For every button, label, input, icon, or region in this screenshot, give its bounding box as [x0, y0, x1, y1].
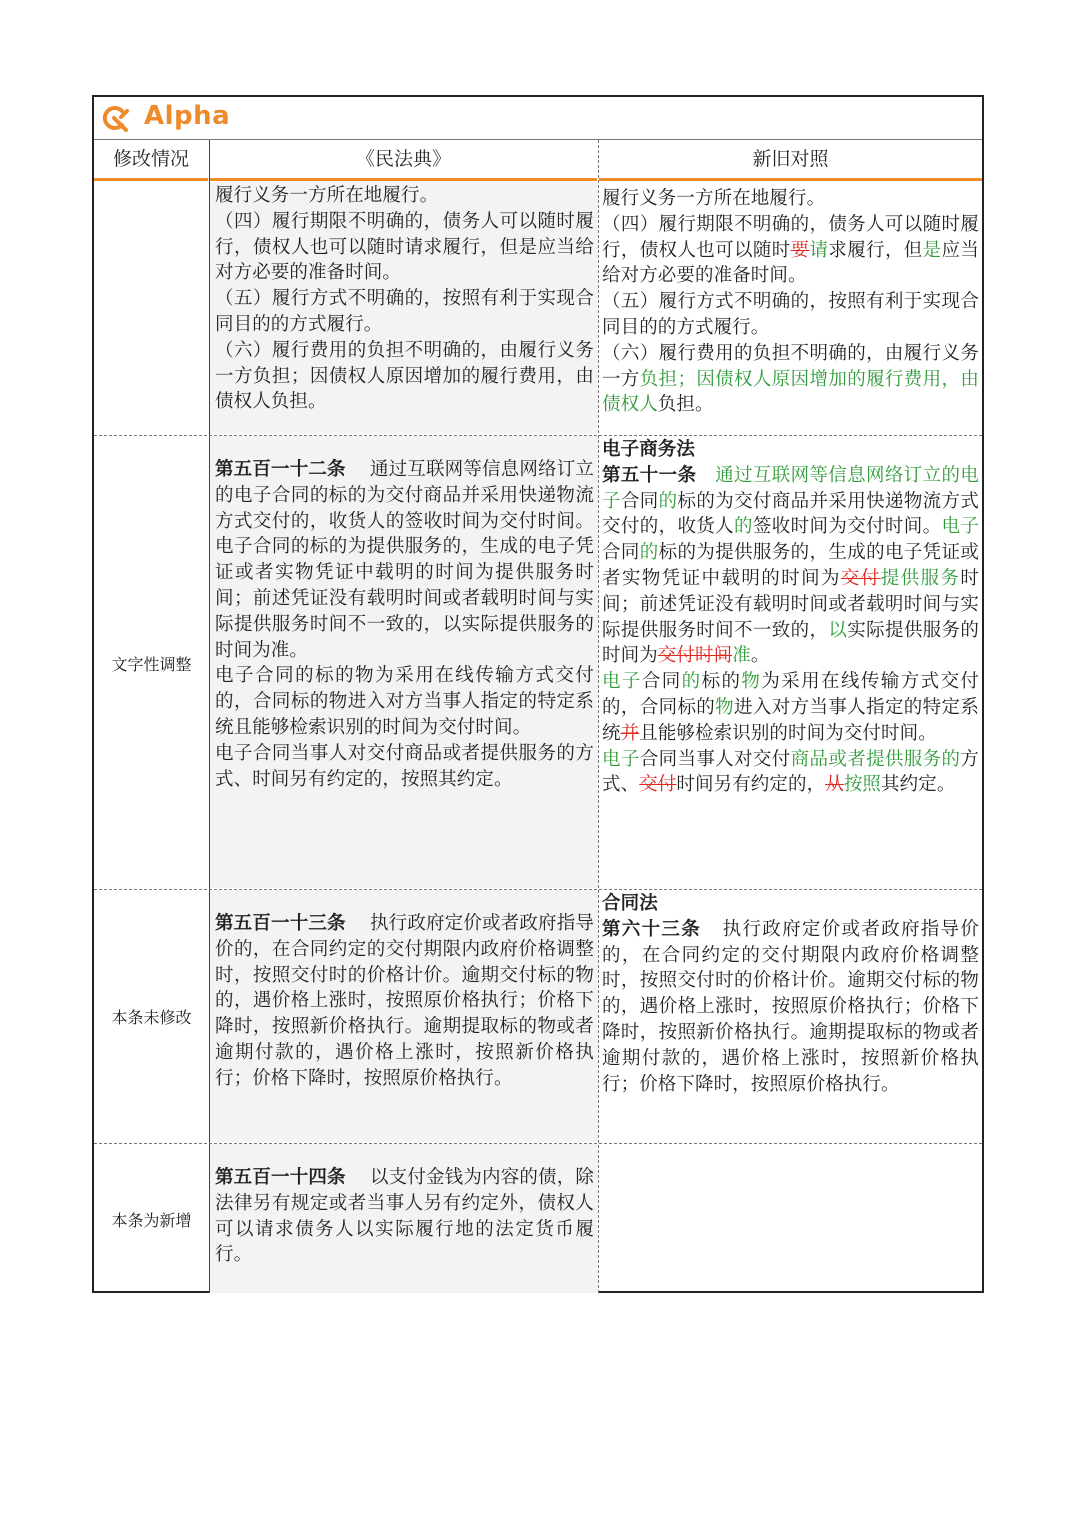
- header-civil-code: 《民法典》: [210, 140, 597, 181]
- source-law: 电子商务法: [602, 439, 696, 460]
- comparison-table: [92, 95, 984, 1293]
- article-number: 第六十三条: [602, 918, 702, 940]
- row2-comparison: 电子商务法 第五十一条 通过互联网等信息网络订立的电子合同的标的为交付商品并采用快递物流方式交付的，收货人的签收时间为交付时间。电子合同的标的为提供服务的，生成的电子凭证或者实物凭证中载明的时间为交付提供服务时间；前述凭证没有载明时间或者载明时间与实际提供服务时间不一致的，以实际提供服务的时间为交付时间准。 电子合同的标的物为采用在线传输方式交付的，合同标的物进入对方当事人指定的特定系统并且能够检索识别的时间为交付时间。 电子合同当事人对交付商品或者提供服务的方式、交付时间另有约定的，从按照其约定。: [602, 439, 980, 796]
- article-number: 第五百一十三条: [215, 913, 346, 934]
- article-number: 第五十一条: [602, 464, 697, 486]
- article-number: 第五百一十四条: [215, 1167, 346, 1188]
- row-divider: [94, 889, 982, 890]
- row2-status: 文字性调整: [111, 655, 192, 674]
- brand-bar: [94, 97, 982, 140]
- row1-comparison: 履行义务一方所在地履行。 （四）履行期限不明确的，债务人可以随时履行，债权人也可以随时要请求履行，但是应当给对方必要的准备时间。 （五）履行方式不明确的，按照有利于实现合同目的的方式履行。 （六）履行费用的负担不明确的，由履行义务一方负担；因债权人原因增加的履行费用，由债权人负担。: [602, 188, 980, 416]
- column-divider: [209, 140, 210, 1293]
- row4-civil-code: 第五百一十四条 以支付金钱为内容的债，除法律另有规定或者当事人另有约定外，债权人可以请求债务人以实际履行地的法定货币履行。: [215, 1167, 594, 1266]
- column-divider: [598, 140, 599, 1293]
- article-number: 第五百一十二条: [215, 459, 346, 480]
- source-law: 合同法: [602, 893, 658, 914]
- header-comparison: 新旧对照: [599, 140, 982, 181]
- row4-status: 本条为新增: [111, 1211, 192, 1230]
- row-divider: [94, 1143, 982, 1144]
- row-divider: [94, 435, 982, 436]
- header-status: 修改情况: [94, 140, 208, 181]
- row1-civil-code: 履行义务一方所在地履行。 （四）履行期限不明确的，债务人可以随时履行，债权人也可以随时请求履行，但是应当给对方必要的准备时间。 （五）履行方式不明确的，按照有利于实现合同目的的方式履行。 （六）履行费用的负担不明确的，由履行义务一方负担；因债权人原因增加的履行费用，由债权人负担。: [215, 185, 594, 413]
- row2-civil-code: 第五百一十二条 通过互联网等信息网络订立的电子合同的标的为交付商品并采用快递物流方式交付的，收货人的签收时间为交付时间。电子合同的标的为提供服务的，生成的电子凭证或者实物凭证中载明的时间为提供服务时间；前述凭证没有载明时间或者载明时间与实际提供服务时间不一致的，以实际提供服务的时间为准。 电子合同的标的物为采用在线传输方式交付的，合同标的物进入对方当事人指定的特定系统且能够检索识别的时间为交付时间。 电子合同当事人对交付商品或者提供服务的方式、时间另有约定的，按照其约定。: [215, 459, 594, 790]
- row3-civil-code: 第五百一十三条 执行政府定价或者政府指导价的，在合同约定的交付期限内政府价格调整时，按照交付时的价格计价。逾期交付标的物的，遇价格上涨时，按照原价格执行；价格下降时，按照新价格执行。逾期提取标的物或者逾期付款的，遇价格上涨时，按照新价格执行；价格下降时，按照原价格执行。: [215, 913, 594, 1089]
- brand-name: Alpha: [144, 101, 231, 131]
- row3-comparison: 合同法 第六十三条 执行政府定价或者政府指导价的，在合同约定的交付期限内政府价格调整时，按照交付时的价格计价。逾期交付标的物的，遇价格上涨时，按照原价格执行；价格下降时，按照新价格执行。逾期提取标的物或者逾期付款的，遇价格上涨时，按照新价格执行；价格下降时，按照原价格执行。: [602, 893, 979, 1095]
- row3-status: 本条未修改: [111, 1008, 192, 1027]
- alpha-logo-icon: [100, 103, 130, 133]
